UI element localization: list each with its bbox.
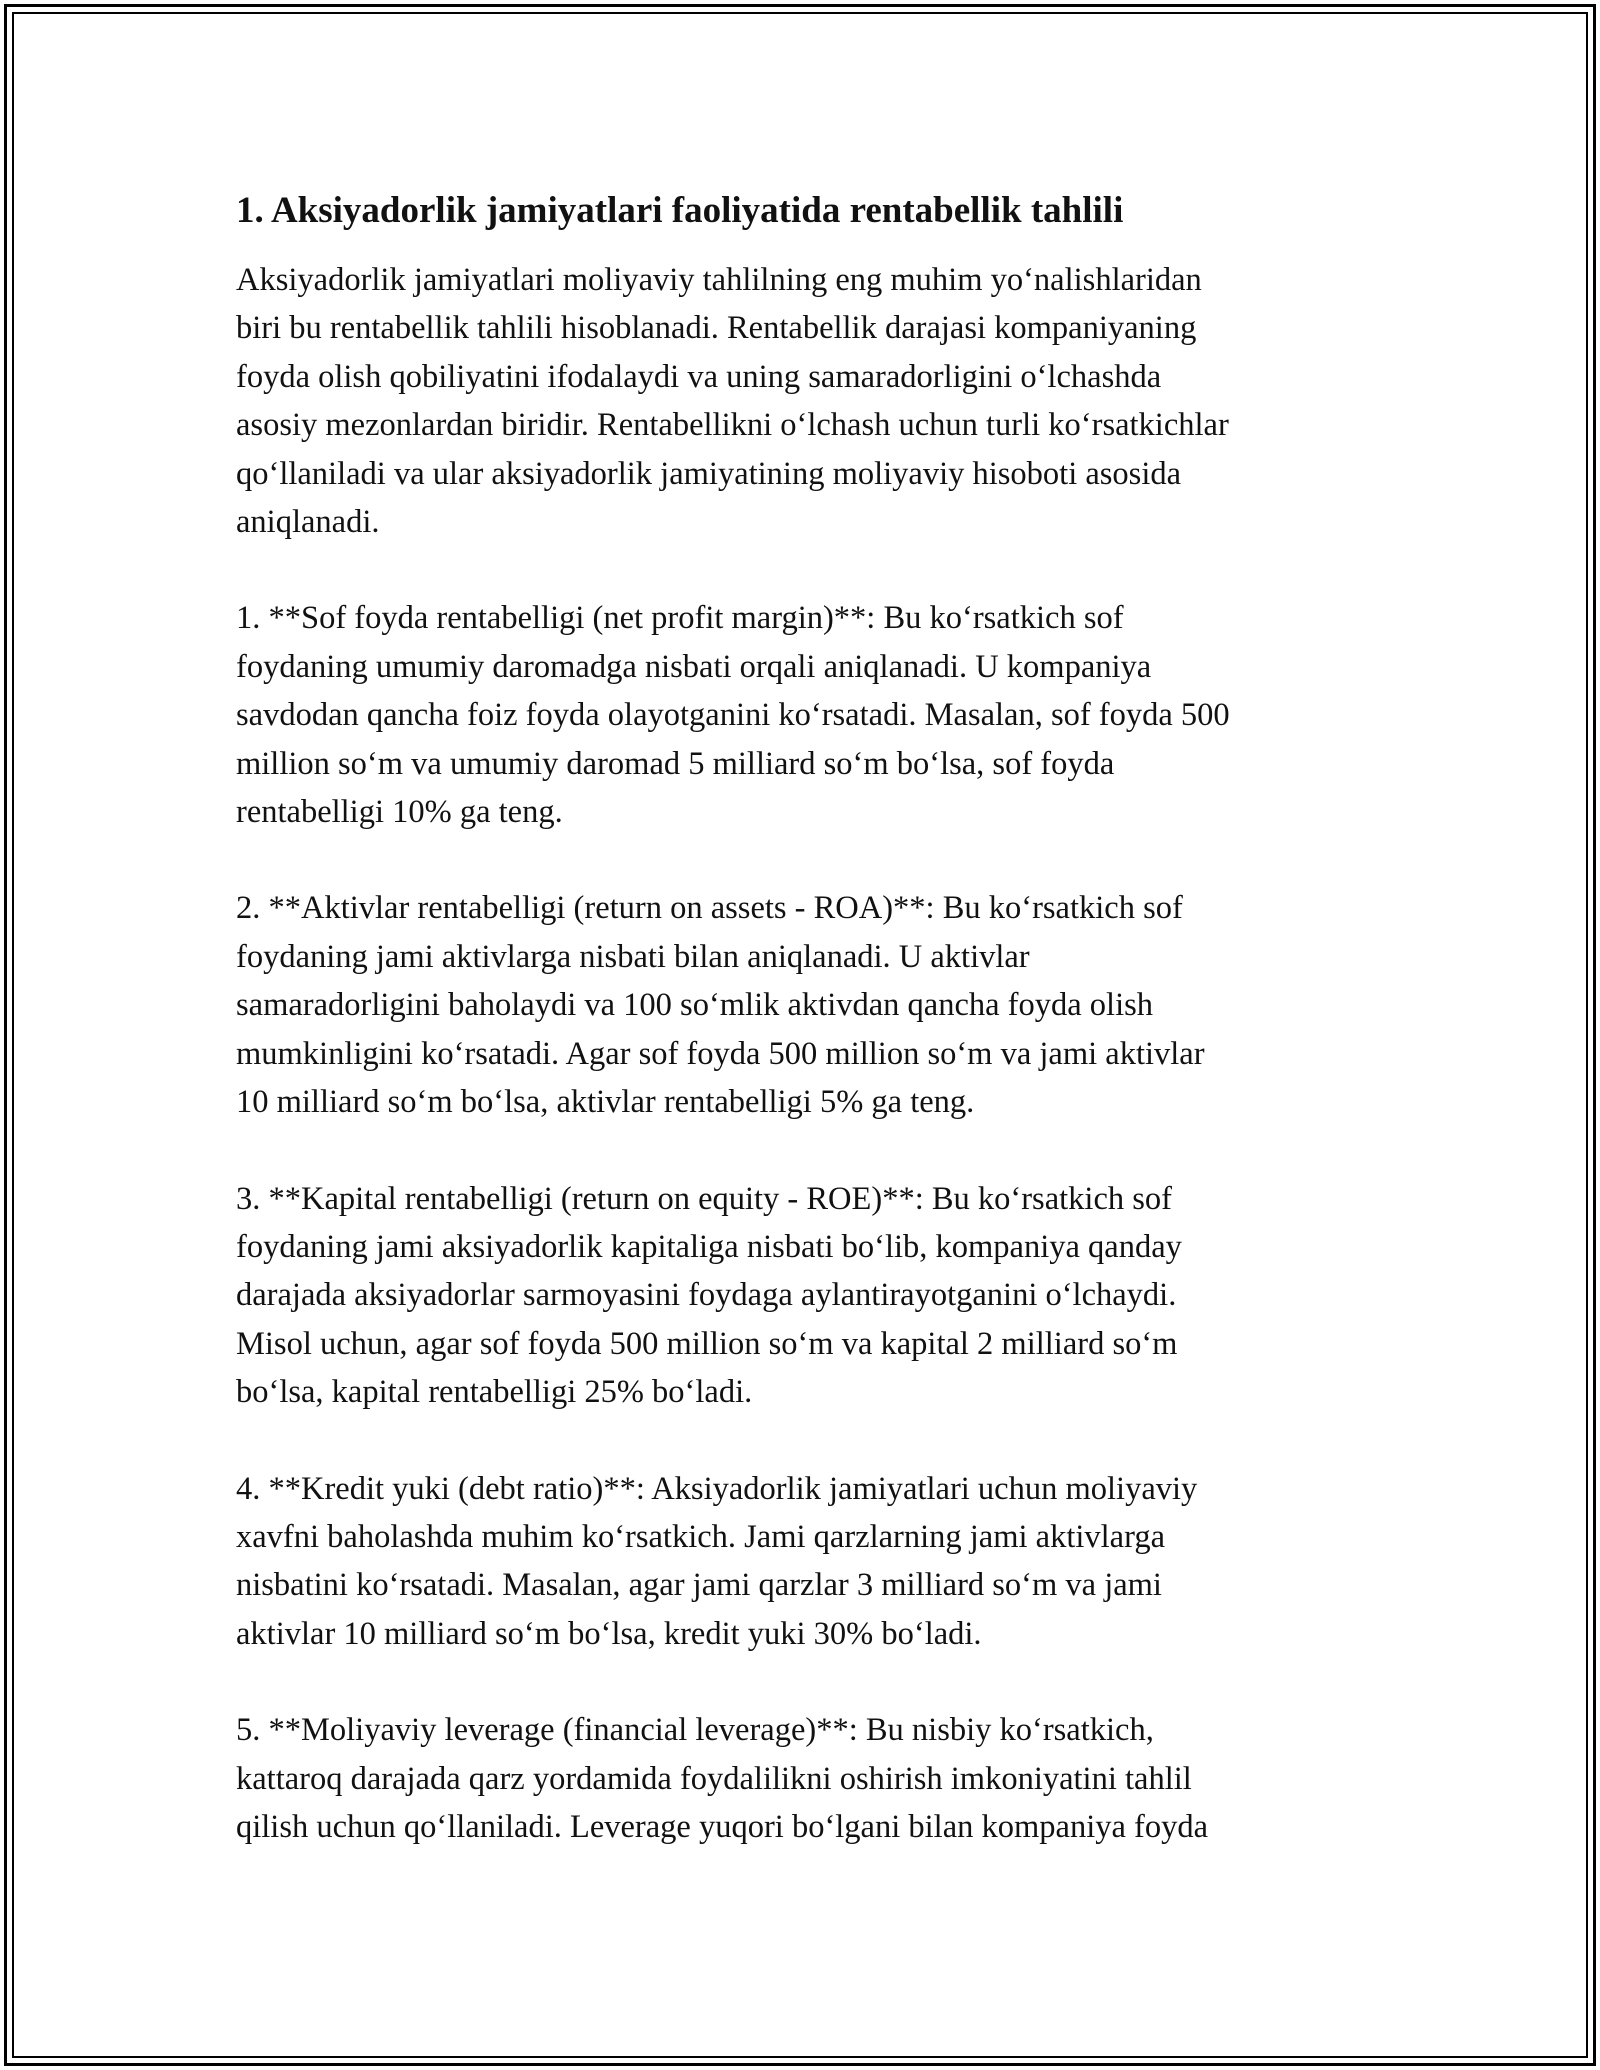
text-line: 2. **Aktivlar rentabelligi (return on assets - ROA)**: Bu ko‘rsatkich sof (236, 890, 1183, 927)
text-line: 1. **Sof foyda rentabelligi (net profit margin)**: Bu ko‘rsatkich sof (236, 600, 1124, 637)
document-body (236, 186, 1366, 1899)
document-title: 1. Aksiyadorlik jamiyatlari faoliyatida rentabellik tahlili (236, 190, 1124, 231)
paragraph-return-on-assets (236, 884, 1366, 1126)
paragraph-return-on-equity (236, 1175, 1366, 1417)
text-line: darajada aksiyadorlar sarmoyasini foydaga aylantirayotganini o‘lchaydi. (236, 1277, 1177, 1314)
text-line: qo‘llaniladi va ular aksiyadorlik jamiyatining moliyaviy hisoboti asosida (236, 455, 1182, 492)
text-line: Aksiyadorlik jamiyatlari moliyaviy tahlilning eng muhim yo‘nalishlaridan (236, 262, 1202, 298)
text-line: 3. **Kapital rentabelligi (return on equity - ROE)**: Bu ko‘rsatkich sof (236, 1180, 1172, 1217)
text-line: 4. **Kredit yuki (debt ratio)**: Aksiyadorlik jamiyatlari uchun moliyaviy (236, 1470, 1198, 1507)
text-line: Misol uchun, agar sof foyda 500 million so‘m va kapital 2 milliard so‘m (236, 1325, 1178, 1362)
text-line: savdodan qancha foiz foyda olayotganini ko‘rsatadi. Masalan, sof foyda 500 (236, 697, 1230, 734)
text-line: foydaning umumiy daromadga nisbati orqali aniqlanadi. U kompaniya (236, 648, 1152, 685)
text-line: rentabelligi 10% ga teng. (236, 794, 563, 831)
paragraph-financial-leverage (236, 1706, 1366, 1851)
text-line: 5. **Moliyaviy leverage (financial leverage)**: Bu nisbiy ko‘rsatkich, (236, 1712, 1154, 1749)
text-line: mumkinligini ko‘rsatadi. Agar sof foyda 500 million so‘m va jami aktivlar (236, 1035, 1205, 1072)
text-line: biri bu rentabellik tahlili hisoblanadi. Rentabellik darajasi kompaniyaning (236, 310, 1197, 347)
text-line: bo‘lsa, kapital rentabelligi 25% bo‘ladi. (236, 1374, 753, 1411)
text-line: kattaroq darajada qarz yordamida foydalilikni oshirish imkoniyatini tahlil (236, 1760, 1192, 1797)
text-line: asosiy mezonlardan biridir. Rentabellikni o‘lchash uchun turli ko‘rsatkichlar (236, 407, 1229, 444)
text-line: xavfni baholashda muhim ko‘rsatkich. Jami qarzlarning jami aktivlarga (236, 1518, 1165, 1555)
text-line: 10 milliard so‘m bo‘lsa, aktivlar rentabelligi 5% ga teng. (236, 1084, 975, 1121)
text-line: nisbatini ko‘rsatadi. Masalan, agar jami qarzlar 3 milliard so‘m va jami (236, 1567, 1162, 1604)
text-line: million so‘m va umumiy daromad 5 milliard so‘m bo‘lsa, sof foyda (236, 745, 1115, 782)
paragraph-debt-ratio (236, 1465, 1366, 1659)
paragraph-intro (236, 256, 1366, 546)
text-line: qilish uchun qo‘llaniladi. Leverage yuqori bo‘lgani bilan kompaniya foyda (236, 1808, 1209, 1845)
text-line: foydaning jami aktivlarga nisbati bilan aniqlanadi. U aktivlar (236, 938, 1030, 975)
text-line: foyda olish qobiliyatini ifodalaydi va uning samaradorligini o‘lchashda (236, 358, 1162, 395)
text-line: aniqlanadi. (236, 504, 380, 541)
text-line: aktivlar 10 milliard so‘m bo‘lsa, kredit yuki 30% bo‘ladi. (236, 1615, 982, 1652)
text-line: samaradorligini baholaydi va 100 so‘mlik aktivdan qancha foyda olish (236, 987, 1153, 1024)
text-line: foydaning jami aksiyadorlik kapitaliga nisbati bo‘lib, kompaniya qanday (236, 1228, 1182, 1265)
paragraph-net-profit-margin (236, 594, 1366, 836)
